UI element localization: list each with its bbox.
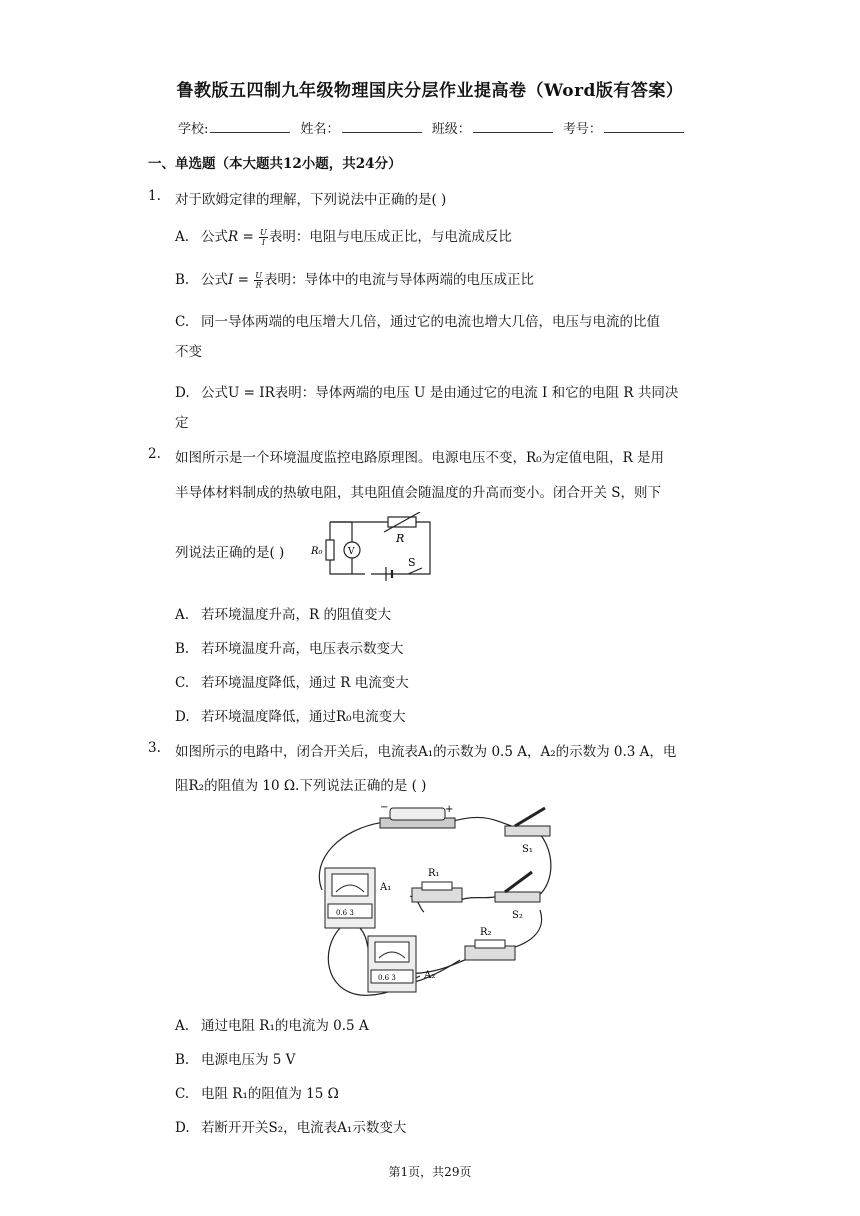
class-blank — [473, 120, 553, 133]
r-label: R — [396, 532, 405, 545]
ammeter-a2-icon — [368, 936, 416, 992]
svg-text:+: + — [445, 804, 454, 815]
q1-option-c: C. 同一导体两端的电压增大几倍，通过它的电流也增大几倍，电压与电流的比值 — [175, 314, 660, 330]
q2-number: 2. — [148, 446, 161, 462]
resistor-r2-icon — [465, 940, 515, 960]
document-title: 鲁教版五四制九年级物理国庆分层作业提高卷（Word版有答案） — [176, 81, 684, 101]
class-label: 班级： — [431, 122, 471, 137]
q1-option-d: D. 公式U = IR表明：导体两端的电压 U 是由通过它的电流 I 和它的电阻 R 共同决 — [175, 385, 679, 401]
switch-s2-icon — [495, 872, 540, 902]
q3-option-c: C. 电阻 R₁的阻值为 15 Ω — [175, 1086, 339, 1102]
q2-option-c: C. 若环境温度降低，通过 R 电流变大 — [175, 675, 409, 691]
q2-line2: 半导体材料制成的热敏电阻，其电阻值会随温度的升高而变小。闭合开关 S，则下 — [175, 485, 662, 501]
q2-line3: 列说法正确的是( ) — [175, 545, 285, 561]
q2-option-a: A. 若环境温度升高，R 的阻值变大 — [175, 607, 391, 623]
svg-text:−: − — [380, 802, 389, 813]
thermistor-circuit-diagram — [308, 512, 438, 582]
q1-b-letter: B. — [175, 272, 190, 288]
name-blank — [342, 120, 422, 133]
q1-a-letter: A. — [175, 229, 190, 245]
section-heading: 一、单选题（本大题共12小题，共24分） — [148, 156, 402, 172]
q3-option-d: D. 若断开开关S₂，电流表A₁示数变大 — [175, 1120, 407, 1136]
school-label: 学校: — [178, 122, 209, 137]
student-info-line — [178, 118, 690, 137]
q3-option-a: A. 通过电阻 R₁的电流为 0.5 A — [175, 1018, 369, 1034]
q2-option-b: B. 若环境温度升高，电压表示数变大 — [175, 641, 404, 657]
s1-label: S₁ — [522, 844, 533, 855]
ammeter-circuit-photo — [300, 800, 570, 1000]
q1-option-b: B. 公式I = $\frac{U}{R}$ 表明：导体中的电流与导体两端的电压成正比 — [175, 271, 534, 290]
q3-option-b: B. 电源电压为 5 V — [175, 1052, 296, 1068]
voltmeter-label: V — [348, 547, 355, 557]
svg-text:0.6 3: 0.6 3 — [336, 909, 354, 917]
q1-stem: 对于欧姆定律的理解，下列说法中正确的是( ) — [175, 192, 447, 208]
exam-no-blank — [604, 120, 684, 133]
q1-b-fraction: $\frac{U}{R}$ — [255, 271, 262, 290]
school-blank — [210, 120, 290, 133]
battery-icon — [380, 808, 455, 828]
exam-no-label: 考号： — [562, 122, 602, 137]
name-label: 姓名： — [300, 122, 340, 137]
a2-label: A₂ — [424, 970, 436, 981]
q3-line1: 如图所示的电路中，闭合开关后，电流表A₁的示数为 0.5 A，A₂的示数为 0.3 A，电 — [175, 744, 677, 760]
q3-line2: 阻R₂的阻值为 10 Ω.下列说法正确的是 ( ) — [175, 778, 427, 794]
q2-option-d: D. 若环境温度降低，通过R₀电流变大 — [175, 709, 406, 725]
resistor-r1-icon — [412, 882, 462, 902]
q3-number: 3. — [148, 740, 161, 756]
s2-label: S₂ — [512, 910, 523, 921]
switch-s1-icon — [505, 808, 550, 836]
q1-option-c-cont: 不变 — [175, 344, 202, 360]
r0-label: R₀ — [311, 546, 323, 557]
q1-option-d-cont: 定 — [175, 415, 189, 431]
a1-label: A₁ — [380, 882, 392, 893]
page-footer: 第1页，共29页 — [388, 1165, 472, 1179]
r1-label: R₁ — [428, 868, 440, 879]
q2-line1: 如图所示是一个环境温度监控电路原理图。电源电压不变，R₀为定值电阻，R 是用 — [175, 450, 665, 466]
ammeter-a1-icon — [325, 868, 375, 928]
q1-a-fraction: $\frac{U}{I}$ — [260, 228, 267, 247]
q1-option-a: A. 公式R = $\frac{U}{I}$ 表明：电阻与电压成正比，与电流成反比 — [175, 228, 512, 247]
q1-number: 1. — [148, 188, 161, 204]
svg-text:0.6 3: 0.6 3 — [378, 974, 396, 982]
r2-label: R₂ — [480, 927, 492, 938]
switch-s-label: S — [408, 556, 416, 569]
